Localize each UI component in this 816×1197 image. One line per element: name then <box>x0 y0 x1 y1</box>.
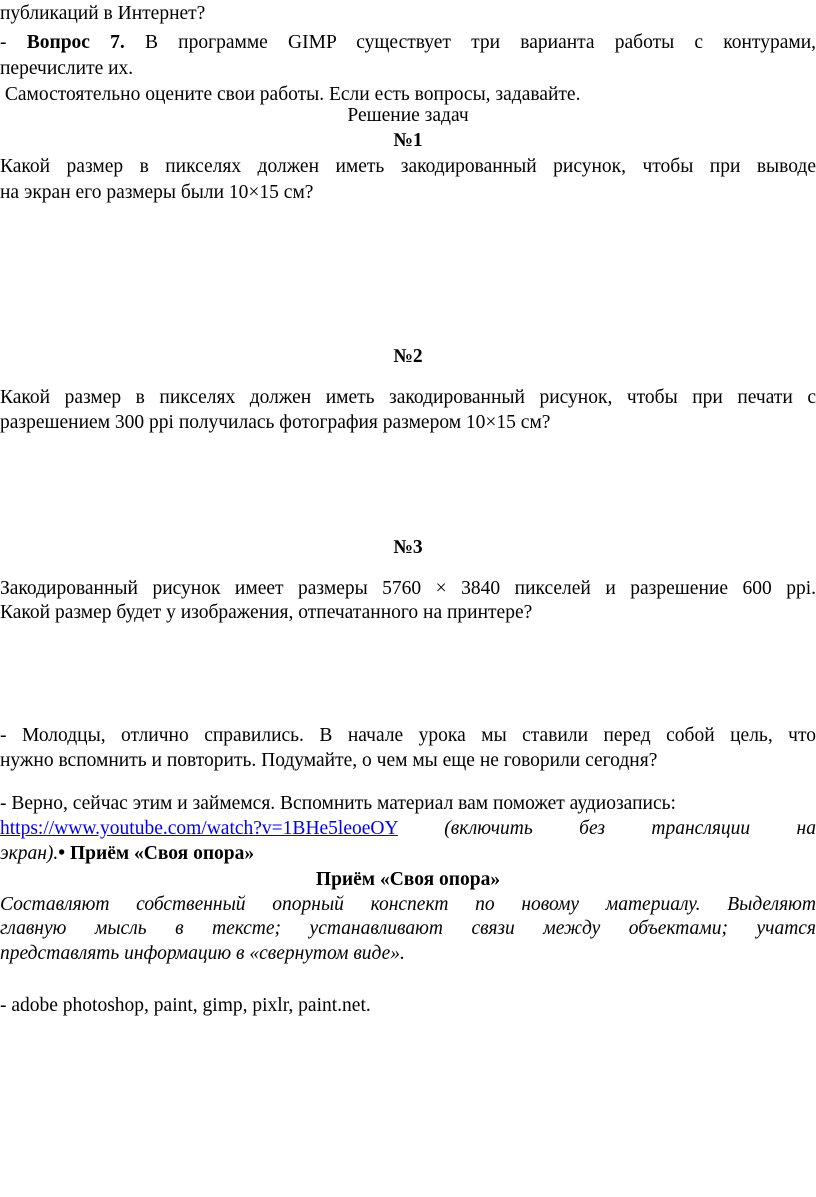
closing-paragraph-2-line-3 <box>0 842 816 866</box>
method-text-line-1: Составляют собственный опорный конспект по новому материалу. Выделяют <box>0 894 816 915</box>
question-7-dash: - <box>0 32 7 53</box>
bullet-icon: • <box>58 843 66 864</box>
task-3-text-line-1: Закодированный рисунок имеет размеры 5760 × 3840 пикселей и разрешение 600 ppi. <box>0 578 816 599</box>
link-note-end: экран). <box>0 843 59 864</box>
task-1-number: №1 <box>393 130 423 151</box>
task-2-text-line-2: разрешением 300 ppi получилась фотография размером 10×15 см? <box>0 412 551 433</box>
method-heading: Приём «Своя опора» <box>315 869 501 890</box>
task-2-number: №2 <box>393 346 423 367</box>
question-7-label: Вопрос 7. <box>26 32 125 53</box>
closing-paragraph-1-line-1: - Молодцы, отлично справились. В начале урока мы ставили перед собой цель, что <box>0 725 816 746</box>
closing-paragraph-2-line-1: - Верно, сейчас этим и займемся. Вспомнить материал вам поможет аудиозапись: <box>0 793 676 814</box>
task-1-text-line-1: Какой размер в пикселях должен иметь закодированный рисунок, чтобы при выводе <box>0 156 816 177</box>
method-text-line-2: главную мысль в тексте; устанавливают связи между объектами; учатся <box>0 918 816 939</box>
question-7-line-2 <box>0 57 816 81</box>
task-1-text-line-2: на экран его размеры были 10×15 см? <box>0 182 314 203</box>
question-7-text: В программе GIMP существует три варианта работы с контурами, <box>144 32 816 53</box>
task-3-text-line-2: Какой размер будет у изображения, отпечатанного на принтере? <box>0 602 533 623</box>
question-7-line-1 <box>0 31 816 55</box>
youtube-link[interactable]: https://www.youtube.com/watch?v=1BHe5leoeOY <box>0 818 398 839</box>
link-note: (включить без трансляции на <box>444 818 816 839</box>
question-7-text-continued: перечислите их. <box>0 58 134 79</box>
intro-text: публикаций в Интернет? <box>0 3 206 24</box>
intro-line <box>0 2 816 26</box>
closing-paragraph-2-line-2 <box>0 817 816 841</box>
answer-line: - adobe photoshop, paint, gimp, pixlr, paint.net. <box>0 995 371 1016</box>
method-text-line-3: представлять информацию в «свернутом виде». <box>0 943 405 964</box>
inline-method-heading: Приём «Своя опора» <box>65 843 255 864</box>
tasks-heading: Решение задач <box>347 105 469 126</box>
closing-paragraph-1-line-2: нужно вспомнить и повторить. Подумайте, о чем мы еще не говорили сегодня? <box>0 750 658 771</box>
self-assessment-text: Самостоятельно оцените свои работы. Если есть вопросы, задавайте. <box>0 84 581 105</box>
task-2-text-line-1: Какой размер в пикселях должен иметь закодированный рисунок, чтобы при печати с <box>0 387 816 408</box>
task-3-number: №3 <box>393 537 423 558</box>
